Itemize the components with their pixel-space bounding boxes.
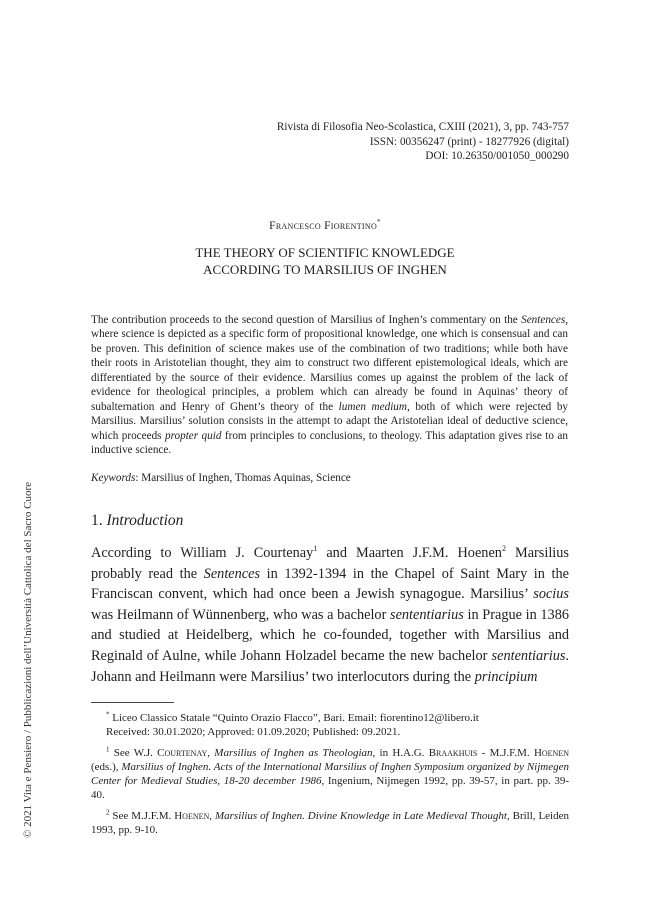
issn: ISSN: 00356247 (print) - 18277926 (digital) (369, 135, 569, 148)
body-emphasis: socius (533, 586, 569, 603)
footnote-2 (91, 809, 569, 838)
body-text: was Heilmann of Wünnenberg, who was a bachelor (91, 606, 390, 623)
body-emphasis: sententiarius (491, 647, 566, 664)
article-title (0, 245, 650, 279)
abstract-text: , where science is depicted as a specific form of propositional knowledge, one which is consensual and can be proven. This definition of science makes use of the combination of two traditions; while both have their roots in Aristotelian thought, they aim to construct two different epistemological ideals, which are differentiated by the source of their evidence. Marsilius comes up against the problem of the lack of evidence for theological principles, a problem which can already be found in Aquinas’ theory of subalternation and Henry of Ghent’s theory of the (91, 314, 568, 413)
title-line-2: ACCORDING TO MARSILIUS OF INGHEN (203, 261, 447, 277)
abstract-emphasis: Sentences (521, 314, 566, 326)
footnote-ref-2[interactable]: 2 (501, 544, 506, 554)
body-text: in Prague in 1386 and studied at Heidelberg, which he co-founded, together with Marsilius and Reginald of Aulne, while Johann Holzadel became the new bachelor (91, 606, 569, 664)
footnote-1 (91, 746, 569, 803)
footnote-text: , Ingenium, Nijmegen 1992, pp. 39-57, in part. pp. 39-40. (91, 775, 569, 802)
author-footnote-mark[interactable]: * (377, 218, 381, 226)
body-emphasis: Sentences (203, 565, 261, 582)
footnote-text: - M.J.F.M. (477, 746, 534, 759)
footnote-work-title: Marsilius of Inghen as Theologian (214, 746, 373, 759)
footnote-text: , (207, 746, 215, 759)
footnote-text: , (209, 809, 215, 822)
abstract-emphasis: propter quid (164, 429, 222, 442)
abstract (91, 313, 568, 458)
footnote-text: See M.J.F.M. (109, 809, 175, 822)
title-line-1: THE THEORY OF SCIENTIFIC KNOWLEDGE (195, 245, 455, 260)
footnote-text: Liceo Classico Statale “Quinto Orazio Flacco”, Bari. Email: fiorentino12@libero.it (109, 712, 479, 724)
abstract-text: The contribution proceeds to the second question of Marsilius of Inghen’s commentary on the (91, 314, 522, 326)
section-number: 1. (91, 512, 107, 529)
footnote-author-name: Courtenay (157, 746, 208, 759)
body-text: According to William J. Courtenay (91, 545, 314, 561)
footnote-text: See W.J. (109, 746, 158, 759)
footnote-author-name: Braakhuis (428, 746, 478, 759)
body-text: . Johann and Heilmann were Marsilius’ two interlocutors during the (91, 647, 569, 685)
journal-citation: Rivista di Filosofia Neo-Scolastica, CXIII (2021), 3, pp. 743-757 (276, 121, 569, 133)
footnote-text: , in H.A.G. (372, 746, 429, 759)
body-emphasis: sententiarius (390, 606, 464, 623)
body-text: and Maarten J.F.M. Hoenen (317, 545, 502, 561)
footnote-text: (eds.), (91, 760, 122, 773)
footnote-ref-1[interactable]: 1 (313, 544, 318, 554)
body-text: Marsilius probably read the (91, 545, 569, 582)
doi[interactable]: DOI: 10.26350/001050_000290 (425, 150, 569, 163)
copyright-sidebar: © 2021 Vita e Pensiero / Pubblicazioni dell’Università Cattolica del Sacro Cuore (22, 481, 34, 838)
keywords-label: Keywords (91, 472, 136, 484)
footnote-text: , Brill, Leiden 1993, pp. 9-10. (91, 809, 569, 837)
abstract-text: , both of which were rejected by Marsilius. Marsilius’ solution consists in the attempt to adapt the Aristotelian ideal of deductive science, which proceeds (91, 400, 569, 442)
footnote-mark: * (106, 710, 110, 719)
footnotes (91, 711, 569, 837)
footnote-divider (91, 702, 174, 703)
footnote-author (91, 711, 569, 740)
footnote-dates: Received: 30.01.2020; Approved: 01.09.2020; Published: 09.2021. (106, 726, 401, 739)
body-text: in 1392-1394 in the Chapel of Saint Mary in the Franciscan convent, which had once been a Jewish synagogue. Marsilius’ (91, 565, 569, 603)
author-line (0, 218, 650, 232)
abstract-emphasis: lumen medium (338, 400, 407, 413)
journal-header (189, 120, 569, 164)
footnote-mark: 1 (106, 744, 110, 753)
footnote-author-name: Hoenen (174, 809, 210, 822)
footnote-work-title: Marsilius of Inghen. Acts of the International Marsilius of Inghen Symposium organized by Nijmegen Center for Medieval Studies, 18-20 december 1986 (91, 760, 569, 788)
abstract-text: from principles to conclusions, to theology. This adaptation gives rise to an inductive science. (91, 429, 568, 457)
footnote-work-title: Marsilius of Inghen. Divine Knowledge in Late Medieval Thought (214, 809, 507, 822)
footnote-mark: 2 (106, 808, 110, 817)
body-emphasis: principium (474, 668, 538, 685)
keywords-list: : Marsilius of Inghen, Thomas Aquinas, Science (135, 472, 351, 484)
keywords (91, 471, 568, 485)
section-heading (91, 512, 183, 530)
body-paragraph (91, 543, 569, 687)
author-name: Francesco Fiorentino (269, 219, 378, 232)
section-title: Introduction (106, 512, 184, 529)
footnote-author-name: Hoenen (533, 746, 569, 759)
